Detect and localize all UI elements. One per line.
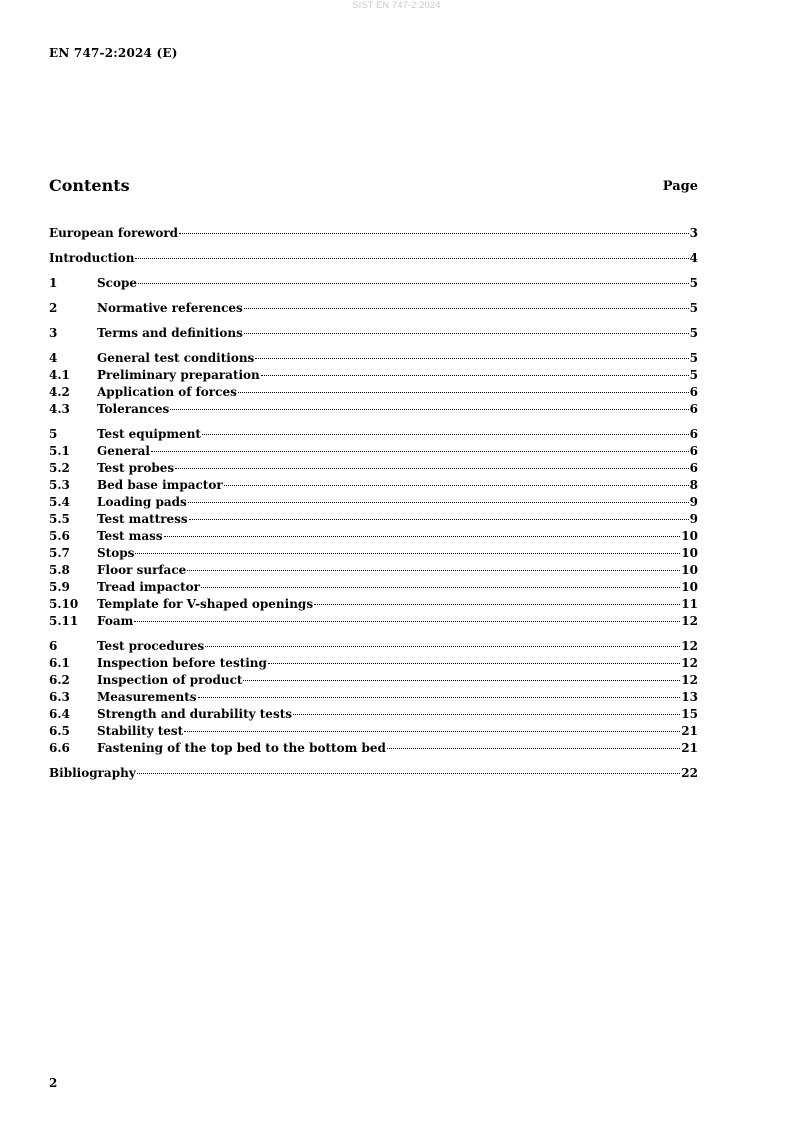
toc-leader-dots xyxy=(170,408,688,410)
toc-entry-title: Tread impactor xyxy=(97,580,200,594)
toc-leader-dots xyxy=(179,232,689,234)
toc-entry-title: Bibliography xyxy=(49,766,136,780)
watermark: SIST EN 747-2:2024 xyxy=(352,0,441,10)
toc-entry[interactable] xyxy=(49,478,698,495)
toc-entry-number: 5.9 xyxy=(49,580,70,594)
toc-entry-title: General xyxy=(97,444,150,458)
toc-entry-number: 4 xyxy=(49,351,58,365)
toc-leader-dots xyxy=(224,484,689,486)
toc-entry-title: Scope xyxy=(97,276,138,290)
toc-entry-page: 9 xyxy=(689,512,698,526)
toc-entry-title: Bed base impactor xyxy=(97,478,223,492)
toc-entry[interactable] xyxy=(49,251,698,268)
toc-entry-number: 5.5 xyxy=(49,512,70,526)
toc-entry[interactable] xyxy=(49,385,698,402)
toc-entry-title: Test equipment xyxy=(97,427,201,441)
toc-leader-dots xyxy=(244,332,689,334)
toc-entry-title: Stability test xyxy=(97,724,184,738)
toc-leader-dots xyxy=(244,307,689,309)
toc-group xyxy=(49,351,698,419)
toc-leader-dots xyxy=(184,730,680,732)
toc-entry[interactable] xyxy=(49,766,698,783)
toc-leader-dots xyxy=(261,374,689,376)
toc-entry[interactable] xyxy=(49,444,698,461)
toc-entry-number: 5.7 xyxy=(49,546,70,560)
toc-entry-title: Floor surface xyxy=(97,563,187,577)
toc-entry-page: 10 xyxy=(681,546,698,560)
toc-group xyxy=(49,276,698,293)
toc-entry-title: Strength and durability tests xyxy=(97,707,292,721)
toc-leader-dots xyxy=(151,450,689,452)
toc-leader-dots xyxy=(135,257,688,259)
toc-entry[interactable] xyxy=(49,427,698,444)
toc-entry-number: 5.11 xyxy=(49,614,79,628)
toc-entry[interactable] xyxy=(49,226,698,243)
toc-leader-dots xyxy=(189,518,689,520)
toc-entry-title: Terms and definitions xyxy=(97,326,243,340)
toc-entry-title: Normative references xyxy=(97,301,243,315)
toc-entry-title: Loading pads xyxy=(97,495,187,509)
toc-entry-title: Test procedures xyxy=(97,639,205,653)
toc-group xyxy=(49,427,698,631)
toc-group xyxy=(49,301,698,318)
toc-leader-dots xyxy=(314,603,680,605)
toc-entry-title: Fastening of the top bed to the bottom bed xyxy=(97,741,386,755)
toc-entry-page: 8 xyxy=(689,478,698,492)
toc-entry-title: General test conditions xyxy=(97,351,255,365)
toc-leader-dots xyxy=(201,586,680,588)
toc-entry[interactable] xyxy=(49,707,698,724)
toc-entry-title: Foam xyxy=(97,614,134,628)
toc-entry[interactable] xyxy=(49,368,698,385)
toc-entry-page: 5 xyxy=(689,276,698,290)
toc-group xyxy=(49,326,698,343)
toc-entry-title: Test mattress xyxy=(97,512,188,526)
toc-entry-page: 6 xyxy=(689,402,698,416)
toc-entry-title: Stops xyxy=(97,546,135,560)
toc-entry[interactable] xyxy=(49,351,698,368)
toc-leader-dots xyxy=(164,535,681,537)
page-number: 2 xyxy=(49,1076,58,1090)
toc-group xyxy=(49,251,698,268)
toc-entry-page: 4 xyxy=(689,251,698,265)
toc-leader-dots xyxy=(243,679,680,681)
toc-entry-number: 6.2 xyxy=(49,673,70,687)
toc-entry-page: 12 xyxy=(681,639,698,653)
toc-entry-number: 5.2 xyxy=(49,461,70,475)
toc-entry-page: 6 xyxy=(689,461,698,475)
toc-leader-dots xyxy=(293,713,680,715)
toc-entry[interactable] xyxy=(49,546,698,563)
toc-entry-number: 5.3 xyxy=(49,478,70,492)
toc-leader-dots xyxy=(238,391,689,393)
toc-entry[interactable] xyxy=(49,326,698,343)
toc-entry-page: 22 xyxy=(681,766,698,780)
document-id: EN 747-2:2024 (E) xyxy=(49,46,178,60)
toc-entry[interactable] xyxy=(49,276,698,293)
toc-entry[interactable] xyxy=(49,639,698,656)
toc-entry-title: European foreword xyxy=(49,226,179,240)
toc-leader-dots xyxy=(187,569,680,571)
toc-entry-number: 5.1 xyxy=(49,444,70,458)
table-of-contents xyxy=(49,226,698,791)
toc-entry[interactable] xyxy=(49,461,698,478)
toc-entry-page: 6 xyxy=(689,427,698,441)
toc-entry-number: 5.10 xyxy=(49,597,79,611)
toc-entry[interactable] xyxy=(49,580,698,597)
toc-entry-page: 21 xyxy=(681,741,698,755)
toc-entry-page: 5 xyxy=(689,351,698,365)
toc-entry[interactable] xyxy=(49,597,698,614)
toc-entry-number: 4.1 xyxy=(49,368,70,382)
toc-entry-number: 5 xyxy=(49,427,58,441)
toc-entry-number: 4.3 xyxy=(49,402,70,416)
toc-group xyxy=(49,226,698,243)
toc-entry-number: 6.3 xyxy=(49,690,70,704)
toc-entry-page: 5 xyxy=(689,326,698,340)
contents-title: Contents xyxy=(49,176,130,195)
toc-leader-dots xyxy=(202,433,689,435)
toc-entry-number: 3 xyxy=(49,326,58,340)
toc-entry-number: 4.2 xyxy=(49,385,70,399)
toc-entry-page: 10 xyxy=(681,563,698,577)
toc-entry-title: Preliminary preparation xyxy=(97,368,260,382)
toc-entry[interactable] xyxy=(49,495,698,512)
toc-entry-title: Measurements xyxy=(97,690,197,704)
page-column-label: Page xyxy=(662,179,698,194)
toc-entry-number: 1 xyxy=(49,276,58,290)
toc-entry[interactable] xyxy=(49,301,698,318)
toc-entry-number: 2 xyxy=(49,301,58,315)
toc-leader-dots xyxy=(198,696,681,698)
toc-entry-page: 9 xyxy=(689,495,698,509)
toc-entry[interactable] xyxy=(49,741,698,758)
toc-entry-title: Tolerances xyxy=(97,402,170,416)
toc-entry[interactable] xyxy=(49,673,698,690)
toc-leader-dots xyxy=(134,620,680,622)
toc-entry-page: 21 xyxy=(681,724,698,738)
toc-leader-dots xyxy=(205,645,680,647)
toc-entry-number: 5.8 xyxy=(49,563,70,577)
toc-entry-title: Introduction xyxy=(49,251,135,265)
toc-entry[interactable] xyxy=(49,512,698,529)
toc-entry-number: 6.4 xyxy=(49,707,70,721)
toc-leader-dots xyxy=(138,282,689,284)
toc-entry-title: Test probes xyxy=(97,461,175,475)
toc-entry-page: 10 xyxy=(681,580,698,594)
toc-entry-page: 13 xyxy=(681,690,698,704)
toc-entry-number: 5.6 xyxy=(49,529,70,543)
toc-leader-dots xyxy=(135,552,680,554)
toc-leader-dots xyxy=(175,467,688,469)
toc-entry-page: 3 xyxy=(689,226,698,240)
toc-entry-page: 10 xyxy=(681,529,698,543)
toc-entry[interactable] xyxy=(49,724,698,741)
toc-entry-page: 11 xyxy=(681,597,698,611)
toc-leader-dots xyxy=(137,772,681,774)
toc-leader-dots xyxy=(387,747,680,749)
toc-entry[interactable] xyxy=(49,656,698,673)
toc-entry-title: Application of forces xyxy=(97,385,237,399)
toc-group xyxy=(49,639,698,758)
toc-entry[interactable] xyxy=(49,529,698,546)
toc-entry-title: Inspection of product xyxy=(97,673,243,687)
toc-leader-dots xyxy=(268,662,680,664)
toc-entry[interactable] xyxy=(49,614,698,631)
toc-entry-page: 6 xyxy=(689,385,698,399)
toc-entry-page: 5 xyxy=(689,368,698,382)
toc-entry-number: 6.5 xyxy=(49,724,70,738)
toc-entry-title: Inspection before testing xyxy=(97,656,267,670)
toc-leader-dots xyxy=(255,357,688,359)
toc-entry[interactable] xyxy=(49,690,698,707)
toc-entry-page: 12 xyxy=(681,614,698,628)
toc-group xyxy=(49,766,698,783)
toc-entry-page: 15 xyxy=(681,707,698,721)
toc-entry-number: 6 xyxy=(49,639,58,653)
toc-leader-dots xyxy=(188,501,689,503)
toc-entry[interactable] xyxy=(49,402,698,419)
toc-entry-number: 6.1 xyxy=(49,656,70,670)
toc-entry-title: Template for V-shaped openings xyxy=(97,597,314,611)
toc-entry-page: 12 xyxy=(681,656,698,670)
toc-entry-page: 5 xyxy=(689,301,698,315)
toc-entry-number: 5.4 xyxy=(49,495,70,509)
toc-entry-page: 12 xyxy=(681,673,698,687)
toc-entry-title: Test mass xyxy=(97,529,163,543)
toc-entry[interactable] xyxy=(49,563,698,580)
toc-entry-page: 6 xyxy=(689,444,698,458)
toc-entry-number: 6.6 xyxy=(49,741,70,755)
